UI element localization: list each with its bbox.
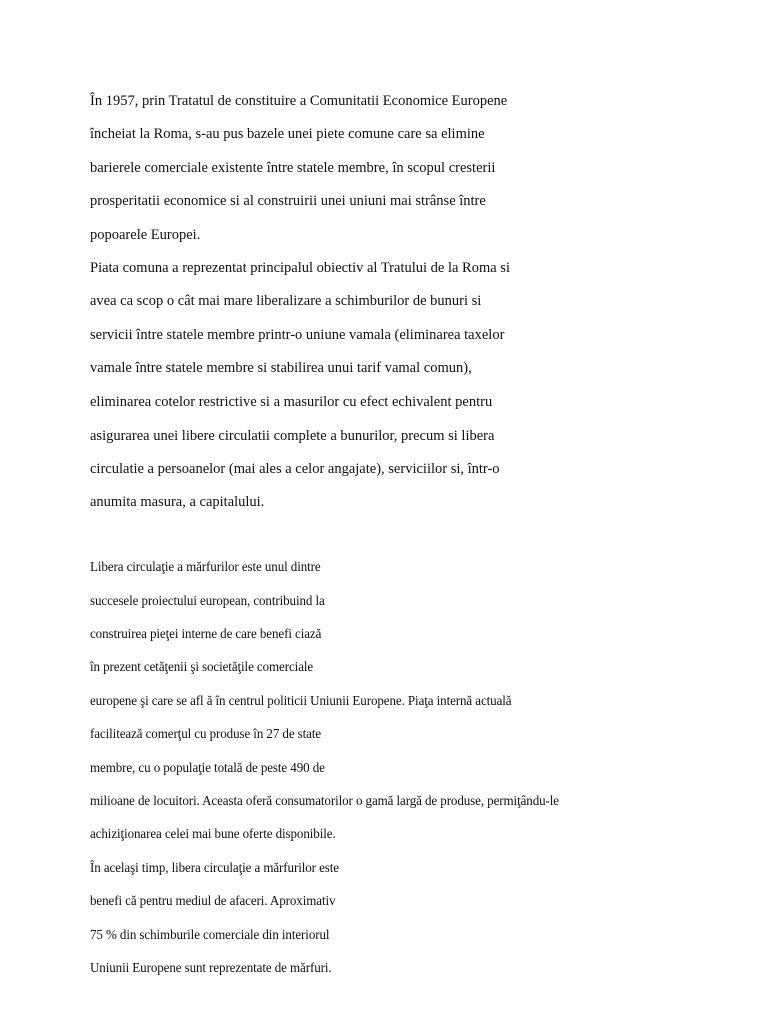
text-line: asigurarea unei libere circulatii complete a bunurilor, precum si libera [90,428,495,444]
text-line: circulatie a persoanelor (mai ales a celor angajate), serviciilor si, într-o [90,461,500,477]
text-line: membre, cu o populaţie totală de peste 490 de [90,761,325,776]
text-line: facilitează comerţul cu produse în 27 de state [90,727,322,742]
text-line: încheiat la Roma, s-au pus bazele unei piete comune care sa elimine [90,126,485,142]
text-line: prosperitatii economice si al construirii unei uniuni mai strânse între [90,193,486,209]
text-line: vamale între statele membre si stabilirea unui tarif vamal comun), [90,360,472,376]
text-line: În acelaşi timp, libera circulaţie a mărfurilor este [90,861,339,876]
text-line: avea ca scop o cât mai mare liberalizare a schimburilor de bunuri si [90,293,482,309]
text-line: Piata comuna a reprezentat principalul obiectiv al Tratului de la Roma si [90,260,510,276]
text-line: milioane de locuitori. Aceasta oferă consumatorilor o gamă largă de produse, permiţându-le [90,794,559,809]
text-line: europene şi care se afl ă în centrul politicii Uniunii Europene. Piaţa internă actuală [90,694,512,709]
text-line: succesele proiectului european, contribuind la [90,594,325,609]
text-line: În 1957, prin Tratatul de constituire a Comunitatii Economice Europene [90,93,508,109]
text-line: Uniunii Europene sunt reprezentate de mărfuri. [90,961,332,976]
text-line: în prezent cetăţenii şi societăţile comerciale [90,660,314,675]
text-line: barierele comerciale existente între statele membre, în scopul cresterii [90,160,496,176]
text-line: Libera circulaţie a mărfurilor este unul dintre [90,560,321,575]
text-line: benefi că pentru mediul de afaceri. Aproximativ [90,894,336,909]
text-line: servicii între statele membre printr-o uniune vamala (eliminarea taxelor [90,327,505,343]
text-line: popoarele Europei. [90,227,201,243]
text-line: construirea pieţei interne de care benefi ciază [90,627,322,642]
text-line: achiziţionarea celei mai bune oferte disponibile. [90,827,336,842]
text-line: eliminarea cotelor restrictive si a masurilor cu efect echivalent pentru [90,394,493,410]
text-line: 75 % din schimburile comerciale din interiorul [90,928,330,943]
text-line: anumita masura, a capitalului. [90,494,265,510]
